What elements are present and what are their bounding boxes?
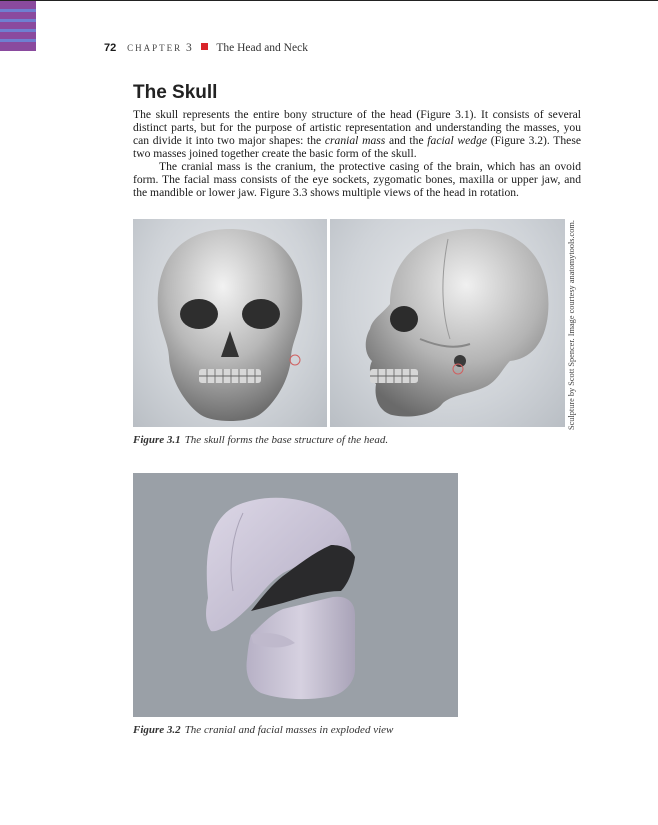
chapter-label: CHAPTER — [127, 43, 183, 53]
skull-side-image — [330, 219, 565, 427]
exploded-masses-image — [133, 473, 458, 717]
section-title: The Skull — [133, 82, 218, 103]
figure-3-1-label: Figure 3.1 — [133, 434, 181, 446]
chapter-tab — [0, 1, 36, 51]
chapter-title: The Head and Neck — [216, 42, 308, 54]
top-rule — [0, 0, 658, 1]
figure-credit: Sculpture by Scott Spencer. Image courtesy anatomytools.com. — [567, 220, 576, 430]
figure-3-2-label: Figure 3.2 — [133, 724, 181, 736]
skull-front-image — [133, 219, 327, 427]
page-number: 72 — [104, 42, 117, 54]
paragraph-2: The cranial mass is the cranium, the protective casing of the brain, which has an ovoid form. The facial mass consists of the eye sockets, zygomatic bones, maxilla or upper jaw, and the mandible or lower jaw. Figure 3.3 shows multiple views of the head in rotation. — [133, 160, 581, 199]
chapter-square-icon — [201, 43, 208, 50]
paragraph-1: The skull represents the entire bony structure of the head (Figure 3.1). It consists of several distinct parts, but for the purpose of artistic representation and understanding the masses, you can divide it into two major shapes: the cranial mass and the facial wedge (Figure 3.2). These two masses joined together create the basic form of the skull. — [133, 108, 581, 160]
term-cranial-mass: cranial mass — [324, 134, 386, 147]
running-head — [104, 42, 308, 54]
figure-3-1 — [133, 219, 565, 427]
figure-3-2 — [133, 473, 458, 717]
figure-3-1-caption-text: The skull forms the base structure of the head. — [184, 434, 389, 446]
chapter-number: 3 — [186, 42, 192, 54]
figure-3-2-caption — [133, 724, 393, 736]
figure-3-2-caption-text: The cranial and facial masses in exploded view — [184, 724, 394, 736]
term-facial-wedge: facial wedge — [427, 134, 488, 147]
body-text — [133, 108, 581, 199]
figure-3-1-caption — [133, 434, 388, 446]
